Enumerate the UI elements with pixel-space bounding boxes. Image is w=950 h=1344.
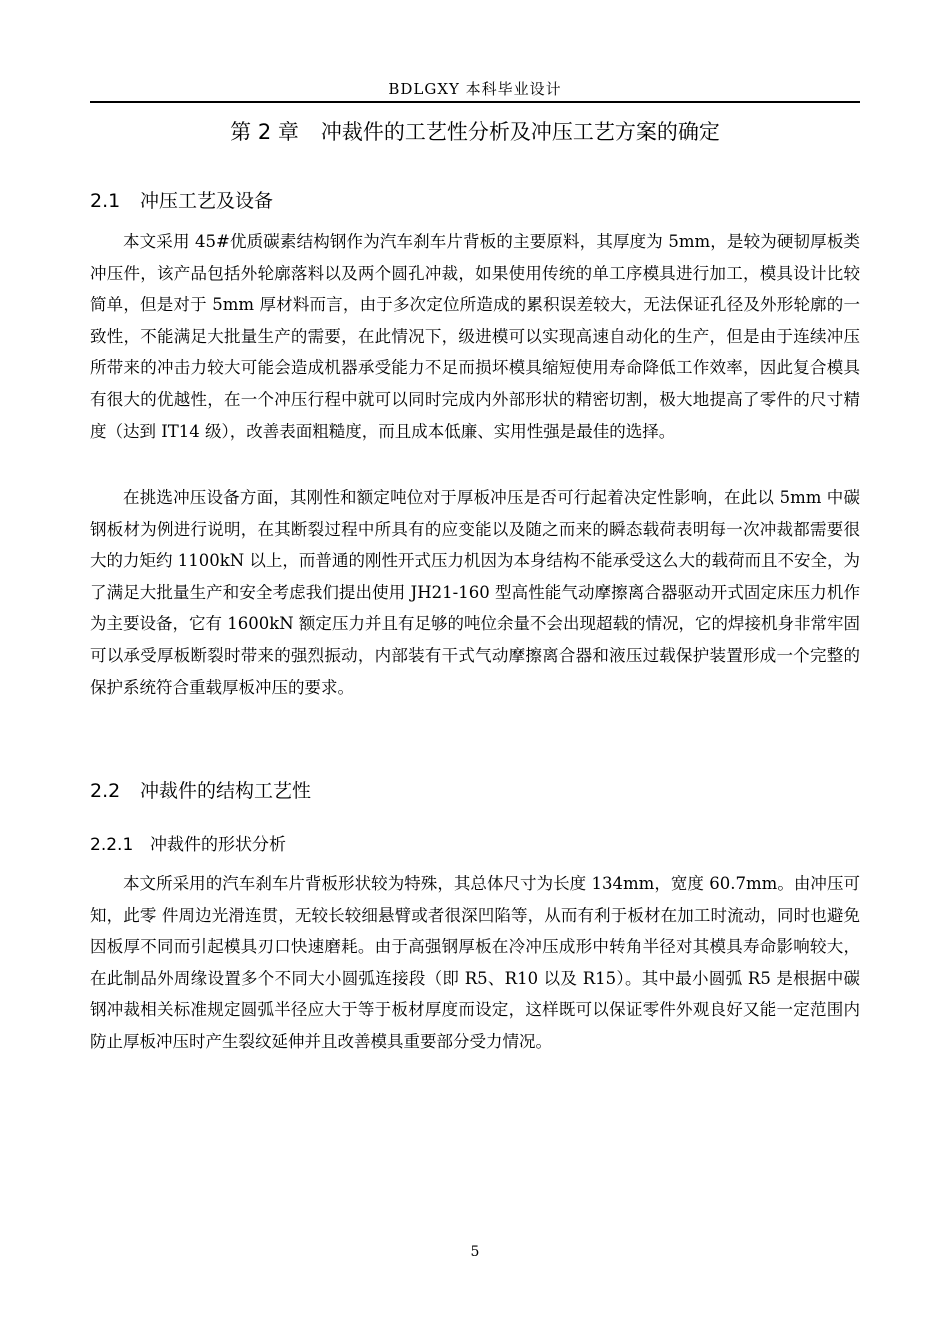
paragraph: 在挑选冲压设备方面，其刚性和额定吨位对于厚板冲压是否可行起着决定性影响，在此以 5mm 中碳钢板材为例进行说明，在其断裂过程中所具有的应变能以及随之而来的瞬态载荷表明每一次冲裁都需要很大的力矩约 1100kN 以上，而普通的刚性开式压力机因为本身结构不能承受这么大的载荷而且不安全，为了满足大批量生产和安全考虑我们提出使用 JH21-160 型高性能气动摩擦离合器驱动开式固定床压力机作为主要设备，它有 1600kN 额定压力并且有足够的吨位余量不会出现超载的情况，它的焊接机身非常牢固可以承受厚板断裂时带来的强烈振动，内部装有干式气动摩擦离合器和液压过载保护装置形成一个完整的保护系统符合重载厚板冲压的要求。	[90, 488, 860, 697]
section-number: 2.1	[90, 190, 121, 212]
chapter-title-text: 冲裁件的工艺性分析及冲压工艺方案的确定	[320, 120, 720, 144]
section-number: 2.2	[90, 780, 121, 802]
section-heading-2-1	[90, 186, 273, 213]
section-heading-2-2	[90, 776, 311, 803]
page-number: 5	[470, 1244, 480, 1260]
section-title: 冲压工艺及设备	[140, 190, 274, 212]
subsection-title: 冲裁件的形状分析	[150, 835, 286, 855]
subsection-heading-2-2-1	[90, 830, 286, 855]
chapter-title	[90, 116, 860, 146]
chapter-number: 第 2 章	[230, 120, 299, 144]
paragraph: 本文采用 45#优质碳素结构钢作为汽车刹车片背板的主要原料，其厚度为 5mm，是较为硬韧厚板类冲压件，该产品包括外轮廓落料以及两个圆孔冲裁，如果使用传统的单工序模具进行加工，模具设计比较简单，但是对于 5mm 厚材料而言，由于多次定位所造成的累积误差较大，无法保证孔径及外形轮廓的一致性，不能满足大批量生产的需要，在此情况下，级进模可以实现高速自动化的生产，但是由于连续冲压所带来的冲击力较大可能会造成机器承受能力不足而损坏模具缩短使用寿命降低工作效率，因此复合模具有很大的优越性，在一个冲压行程中就可以同时完成内外部形状的精密切割，极大地提高了零件的尺寸精度（达到 IT14 级），改善表面粗糙度，而且成本低廉、实用性强是最佳的选择。	[90, 232, 860, 441]
header-rule	[90, 101, 860, 103]
subsection-number: 2.2.1	[90, 835, 134, 855]
section-title: 冲裁件的结构工艺性	[140, 780, 312, 802]
running-header: BDLGXY 本科毕业设计	[388, 80, 562, 98]
paragraph: 本文所采用的汽车刹车片背板形状较为特殊，其总体尺寸为长度 134mm，宽度 60.7mm。由冲压可知，此零 件周边光滑连贯，无较长较细悬臂或者很深凹陷等，从而有利于板材在加工时流动，同时也避免因板厚不同而引起模具刃口快速磨耗。由于高强钢厚板在冷冲压成形中转角半径对其模具寿命影响较大，在此制品外周缘设置多个不同大小圆弧连接段（即 R5、R10 以及 R15）。其中最小圆弧 R5 是根据中碳钢冲裁相关标准规定圆弧半径应大于等于板材厚度而设定，这样既可以保证零件外观良好又能一定范围内防止厚板冲压时产生裂纹延伸并且改善模具重要部分受力情况。	[90, 874, 860, 1051]
